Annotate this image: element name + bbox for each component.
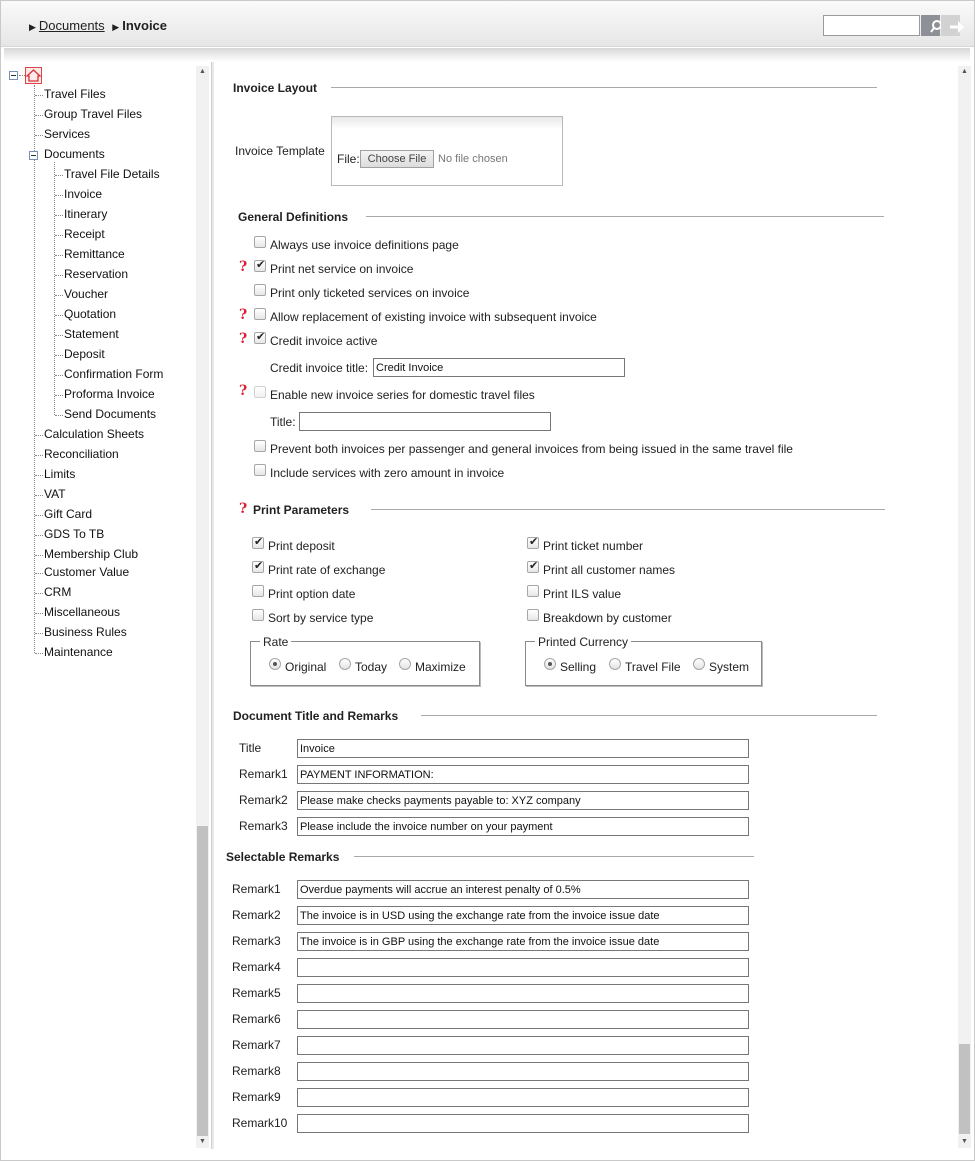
tree-connector — [35, 573, 43, 574]
tree-connector — [35, 535, 43, 536]
tree-connector — [55, 215, 63, 216]
doc-remark2-label: Remark2 — [239, 793, 288, 807]
tree-connector — [54, 162, 55, 415]
tree-connector — [35, 475, 43, 476]
print-ticket-number-checkbox[interactable] — [527, 537, 539, 549]
tree-item-confirmation-form[interactable]: Confirmation Form — [64, 367, 164, 381]
rate-maximize-label: Maximize — [415, 660, 466, 674]
rate-original-label: Original — [285, 660, 327, 674]
print-ticketed-checkbox[interactable] — [254, 284, 266, 296]
tree-item-reconciliation[interactable]: Reconciliation — [44, 447, 119, 461]
tree-item-proforma-invoice[interactable]: Proforma Invoice — [64, 387, 155, 401]
choose-file-button[interactable]: Choose File — [360, 150, 434, 168]
selectable-remark-label: Remark10 — [232, 1116, 288, 1130]
search-button[interactable] — [921, 15, 940, 36]
tree-connector — [35, 555, 43, 556]
tree-item-travel-files[interactable]: Travel Files — [44, 87, 106, 101]
prevent-both-label: Prevent both invoices per passenger and general invoices from being issued in the same travel file — [270, 442, 793, 456]
home-icon[interactable] — [25, 67, 42, 84]
selectable-remark-input[interactable] — [297, 984, 749, 1003]
tree-connector — [34, 85, 35, 653]
sort-by-type-label: Sort by service type — [268, 611, 374, 625]
selectable-remark-label: Remark4 — [232, 960, 281, 974]
selectable-remark-label: Remark1 — [232, 882, 281, 896]
selectable-remark-input[interactable] — [297, 1062, 749, 1081]
tree-item-maintenance[interactable]: Maintenance — [44, 645, 113, 659]
series-title-label: Title: — [270, 415, 296, 429]
tree-connector — [35, 653, 43, 654]
tree-connector — [55, 375, 63, 376]
section-title-general-definitions: General Definitions — [238, 210, 349, 224]
tree-item-services[interactable]: Services — [44, 127, 91, 141]
doc-title-label: Title — [239, 741, 262, 755]
tree-connector — [55, 315, 63, 316]
section-divider — [354, 856, 754, 857]
tree-item-quotation[interactable]: Quotation — [64, 307, 117, 321]
selectable-remark-label: Remark7 — [232, 1038, 281, 1052]
print-deposit-label: Print deposit — [268, 539, 335, 553]
allow-replacement-label: Allow replacement of existing invoice with subsequent invoice — [270, 310, 597, 324]
breadcrumb-current: Invoice — [122, 18, 168, 33]
section-title-selectable-remarks: Selectable Remarks — [226, 850, 340, 864]
go-button[interactable] — [941, 15, 960, 36]
scroll-down-icon[interactable]: ▼ — [961, 1138, 968, 1145]
tree-connector — [55, 275, 63, 276]
tree-connector — [55, 175, 63, 176]
doc-remark2-input[interactable] — [297, 791, 749, 810]
breakdown-checkbox[interactable] — [527, 609, 539, 621]
tree-item-gift-card[interactable]: Gift Card — [44, 507, 93, 521]
tree-connector — [55, 195, 63, 196]
tree-item-documents[interactable]: Documents — [44, 147, 105, 161]
doc-remark3-input[interactable] — [297, 817, 749, 836]
tree-connector — [55, 235, 63, 236]
tree-item-reservation[interactable]: Reservation — [64, 267, 129, 281]
print-option-date-label: Print option date — [268, 587, 356, 601]
always-use-checkbox[interactable] — [254, 236, 266, 248]
collapse-root-icon[interactable] — [9, 71, 18, 80]
tree-item-business-rules[interactable]: Business Rules — [44, 625, 127, 639]
enable-series-label: Enable new invoice series for domestic travel files — [270, 388, 535, 402]
tree-item-statement[interactable]: Statement — [64, 327, 119, 341]
selectable-remark-label: Remark5 — [232, 986, 281, 1000]
section-title-print-parameters: Print Parameters — [253, 503, 350, 517]
tree-connector — [35, 455, 43, 456]
house-shape — [26, 68, 41, 83]
sort-by-type-checkbox[interactable] — [252, 609, 264, 621]
selectable-remark-input[interactable] — [297, 1010, 749, 1029]
section-title-invoice-layout: Invoice Layout — [233, 81, 318, 95]
scroll-up-icon[interactable]: ▲ — [961, 68, 968, 75]
print-ils-label: Print ILS value — [543, 587, 622, 601]
tree-item-customer-value[interactable]: Customer Value — [44, 565, 130, 579]
print-all-names-checkbox[interactable] — [527, 561, 539, 573]
doc-remark1-label: Remark1 — [239, 767, 288, 781]
tree-item-limits[interactable]: Limits — [44, 467, 76, 481]
selectable-remark-input[interactable] — [297, 1088, 749, 1107]
selectable-remark-label: Remark6 — [232, 1012, 281, 1026]
doc-remark3-label: Remark3 — [239, 819, 288, 833]
credit-title-label: Credit invoice title: — [270, 361, 369, 375]
series-title-input[interactable] — [299, 412, 551, 431]
currency-system-radio[interactable] — [693, 658, 705, 670]
main-content — [215, 62, 958, 1151]
help-allow-replacement-icon[interactable]: ? — [239, 307, 248, 323]
breadcrumb — [29, 18, 167, 33]
currency-system-label: System — [709, 660, 750, 674]
tree-item-itinerary[interactable]: Itinerary — [64, 207, 108, 221]
scroll-thumb[interactable] — [197, 826, 208, 1136]
scroll-down-icon[interactable]: ▼ — [199, 1138, 206, 1145]
tree-item-voucher[interactable]: Voucher — [64, 287, 109, 301]
invoice-template-label: Invoice Template — [235, 144, 325, 158]
help-print-net-icon[interactable]: ? — [239, 259, 248, 275]
always-use-label: Always use invoice definitions page — [270, 238, 459, 252]
include-zero-label: Include services with zero amount in invoice — [270, 466, 505, 480]
selectable-remark-label: Remark9 — [232, 1090, 281, 1104]
rate-today-radio[interactable] — [339, 658, 351, 670]
allow-replacement-checkbox[interactable] — [254, 308, 266, 320]
breadcrumb-link-documents[interactable]: Documents — [38, 18, 105, 33]
rate-maximize-radio[interactable] — [399, 658, 411, 670]
print-ticket-number-label: Print ticket number — [543, 539, 644, 553]
tree-item-send-documents[interactable]: Send Documents — [64, 407, 157, 421]
section-divider — [331, 87, 877, 88]
tree-connector — [55, 355, 63, 356]
print-rate-checkbox[interactable] — [252, 561, 264, 573]
print-ticketed-label: Print only ticketed services on invoice — [270, 286, 470, 300]
tree-item-group-travel-files[interactable]: Group Travel Files — [44, 107, 143, 121]
tree-connector — [55, 255, 63, 256]
tree-item-invoice[interactable]: Invoice — [64, 187, 103, 201]
tree-connector — [55, 335, 63, 336]
print-net-checkbox[interactable] — [254, 260, 266, 272]
tree-connector — [35, 115, 43, 116]
scroll-thumb[interactable] — [959, 1044, 970, 1134]
credit-active-checkbox[interactable] — [254, 332, 266, 344]
arrow-right-icon — [947, 16, 966, 37]
currency-selling-radio[interactable] — [544, 658, 556, 670]
section-divider — [421, 715, 877, 716]
print-option-date-checkbox[interactable] — [252, 585, 264, 597]
selectable-remark-input[interactable] — [297, 1114, 749, 1133]
tree-connector — [35, 613, 43, 614]
doc-remark1-input[interactable] — [297, 765, 749, 784]
search-input[interactable] — [823, 15, 920, 36]
prevent-both-checkbox[interactable] — [254, 440, 266, 452]
selectable-remark-label: Remark8 — [232, 1064, 281, 1078]
currency-selling-label: Selling — [560, 660, 597, 674]
currency-travel-file-radio[interactable] — [609, 658, 621, 670]
toolbar-shadow — [4, 48, 970, 62]
tree-connector — [35, 135, 43, 136]
tree-connector — [35, 435, 43, 436]
tree-item-receipt[interactable]: Receipt — [64, 227, 105, 241]
help-print-parameters-icon[interactable]: ? — [239, 501, 248, 517]
tree-item-calculation-sheets[interactable]: Calculation Sheets — [44, 427, 145, 441]
breadcrumb-arrow-icon: ▶ — [112, 22, 120, 32]
credit-active-label: Credit invoice active — [270, 334, 378, 348]
collapse-documents-icon[interactable] — [29, 151, 38, 160]
tree-connector — [55, 415, 63, 416]
tree-item-deposit[interactable]: Deposit — [64, 347, 105, 361]
section-title-document-remarks: Document Title and Remarks — [233, 709, 399, 723]
tree-item-travel-file-details[interactable]: Travel File Details — [64, 167, 160, 181]
scroll-up-icon[interactable]: ▲ — [199, 68, 206, 75]
tree-connector — [35, 633, 43, 634]
pane-divider[interactable] — [211, 62, 214, 1149]
tree-connector — [35, 593, 43, 594]
selectable-remark-label: Remark3 — [232, 934, 281, 948]
credit-title-input[interactable] — [373, 358, 625, 377]
doc-title-input[interactable] — [297, 739, 749, 758]
tree-connector — [35, 515, 43, 516]
selectable-remark-input[interactable] — [297, 906, 749, 925]
tree-scrollbar[interactable] — [196, 66, 209, 1148]
top-bar — [1, 1, 974, 47]
help-enable-series-icon[interactable]: ? — [239, 383, 248, 399]
tree-connector — [35, 495, 43, 496]
selectable-remark-input[interactable] — [297, 932, 749, 951]
main-scrollbar[interactable] — [958, 66, 971, 1148]
tree-item-miscellaneous[interactable]: Miscellaneous — [44, 605, 121, 619]
rate-original-radio[interactable] — [269, 658, 281, 670]
print-ils-checkbox[interactable] — [527, 585, 539, 597]
breadcrumb-arrow-icon: ▶ — [29, 22, 36, 32]
print-all-names-label: Print all customer names — [543, 563, 676, 577]
selectable-remark-label: Remark2 — [232, 908, 281, 922]
selectable-remark-input[interactable] — [297, 958, 749, 977]
selectable-remark-input[interactable] — [297, 880, 749, 899]
tree-item-membership-club[interactable]: Membership Club — [44, 547, 139, 561]
print-deposit-checkbox[interactable] — [252, 537, 264, 549]
print-rate-label: Print rate of exchange — [268, 563, 386, 577]
enable-series-checkbox[interactable] — [254, 386, 266, 398]
tree-item-crm[interactable]: CRM — [44, 585, 72, 599]
file-label: File: — [337, 152, 360, 166]
currency-travel-file-label: Travel File — [625, 660, 681, 674]
selectable-remark-input[interactable] — [297, 1036, 749, 1055]
tree-connector — [55, 395, 63, 396]
rate-today-label: Today — [355, 660, 388, 674]
section-divider — [371, 509, 885, 510]
include-zero-checkbox[interactable] — [254, 464, 266, 476]
rate-legend: Rate — [260, 635, 291, 649]
tree-item-vat[interactable]: VAT — [44, 487, 66, 501]
no-file-text: No file chosen — [438, 153, 508, 165]
tree-connector — [35, 95, 43, 96]
breakdown-label: Breakdown by customer — [543, 611, 672, 625]
tree-connector — [55, 295, 63, 296]
help-credit-active-icon[interactable]: ? — [239, 331, 248, 347]
tree-item-remittance[interactable]: Remittance — [64, 247, 125, 261]
section-divider — [366, 216, 884, 217]
print-net-label: Print net service on invoice — [270, 262, 414, 276]
printed-currency-legend: Printed Currency — [535, 635, 631, 649]
tree-item-gds-to-tb[interactable]: GDS To TB — [44, 527, 105, 541]
